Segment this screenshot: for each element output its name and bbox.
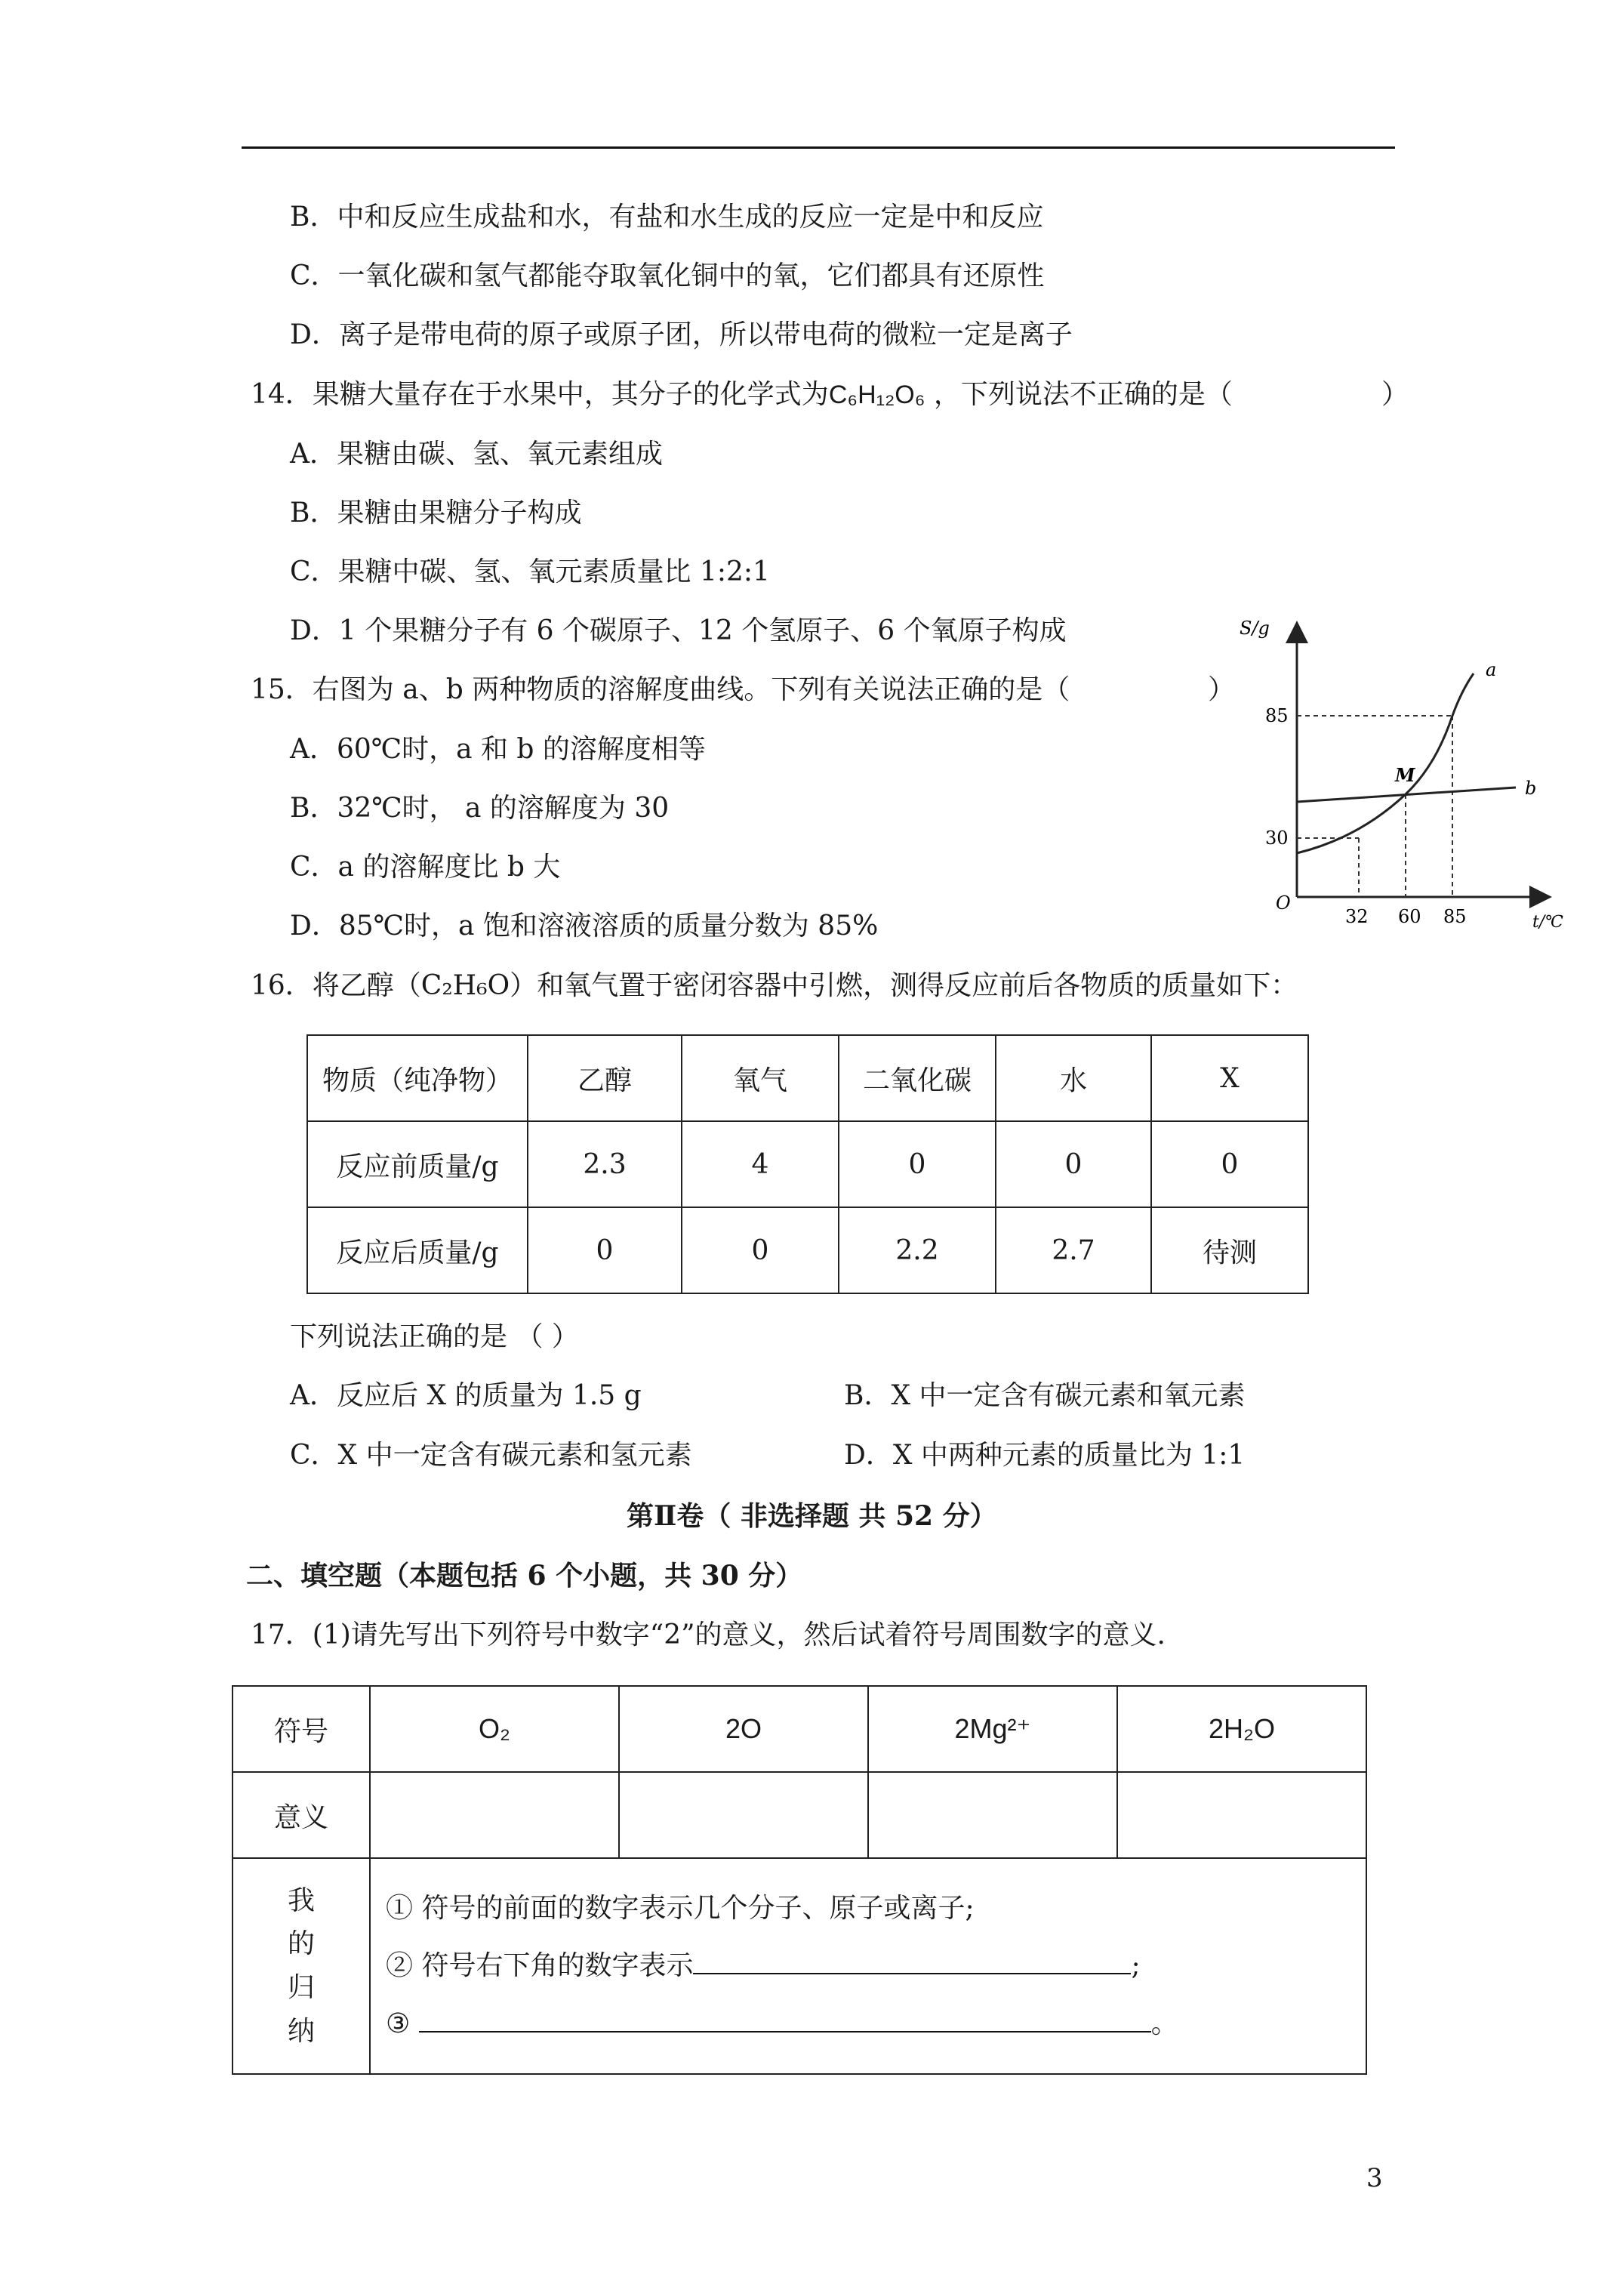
point-m-label: M xyxy=(1395,764,1415,786)
symbol-2o: 2O xyxy=(619,1686,868,1772)
summary-item-2 xyxy=(386,1947,1366,1982)
q16-prompt: 下列说法正确的是 （ ） xyxy=(290,1321,579,1352)
chart-ylabel: S/g xyxy=(1240,618,1270,639)
symbol-2mg: 2Mg²⁺ xyxy=(868,1686,1117,1772)
q15-option-d: D．85℃时，a 饱和溶液溶质的质量分数为 85% xyxy=(290,911,879,942)
q14-option-a: A．果糖由碳、氢、氧元素组成 xyxy=(290,439,663,470)
symbol-2h2o: 2H₂O xyxy=(1117,1686,1366,1772)
guide-lines xyxy=(1297,716,1452,897)
chart-origin: O xyxy=(1276,892,1291,914)
table-row xyxy=(233,1772,1366,1858)
q14-stem-tail: ，下列说法不正确的是（ xyxy=(933,379,1233,410)
summary-label xyxy=(233,1858,370,2074)
q14-answer-bracket: ） xyxy=(1381,379,1409,410)
q14-formula: C₆H₁₂O₆ xyxy=(828,381,925,409)
q17-symbol-table xyxy=(232,1685,1367,2075)
series-a-curve xyxy=(1297,673,1474,853)
summary-item-2-text: ② 符号右下角的数字表示 xyxy=(386,1950,694,1982)
q13-option-c: C．一氧化碳和氢气都能夺取氧化铜中的氧，它们都具有还原性 xyxy=(290,260,1045,291)
q14-option-d: D．1 个果糖分子有 6 个碳原子、12 个氢原子、6 个氧原子构成 xyxy=(290,615,1067,646)
q14-option-b: B．果糖由果糖分子构成 xyxy=(290,498,582,529)
table-cell: 2.2 xyxy=(839,1207,996,1293)
q16-mass-table xyxy=(306,1034,1309,1294)
table-cell: 0 xyxy=(839,1121,996,1207)
table-cell: 反应后质量/g xyxy=(307,1207,528,1293)
table-row xyxy=(307,1207,1308,1293)
q15-option-b: B．32℃时， a 的溶解度为 30 xyxy=(290,793,670,824)
table-cell: 0 xyxy=(996,1121,1151,1207)
summary-item-3-end: 。 xyxy=(1150,2008,1178,2039)
summary-item-1: ① 符号的前面的数字表示几个分子、原子或离子; xyxy=(386,1893,975,1925)
meaning-cell-2h2o[interactable] xyxy=(1117,1772,1366,1858)
solubility-chart xyxy=(1230,604,1578,959)
q15-option-c: C．a 的溶解度比 b 大 xyxy=(290,852,561,883)
meaning-cell-2mg[interactable] xyxy=(868,1772,1117,1858)
meaning-label: 意义 xyxy=(233,1772,370,1858)
q15-option-a: A．60℃时，a 和 b 的溶解度相等 xyxy=(290,734,706,765)
table-cell: 2.7 xyxy=(996,1207,1151,1293)
chart-xlabel: t/℃ xyxy=(1532,913,1563,932)
q17-stem: 17．(1)请先写出下列符号中数字“2”的意义，然后试着符号周围数字的意义. xyxy=(251,1620,1166,1650)
table-cell: 氧气 xyxy=(682,1035,839,1121)
summary-item-3-text: ③ xyxy=(386,2008,419,2039)
table-cell: 0 xyxy=(528,1207,682,1293)
y-tick-85: 85 xyxy=(1265,705,1289,726)
q13-option-b: B．中和反应生成盐和水，有盐和水生成的反应一定是中和反应 xyxy=(290,202,1044,233)
summary-blank-3[interactable] xyxy=(419,2005,1151,2032)
summary-label-text: 我的归纳 xyxy=(287,1885,315,2047)
summary-item-3 xyxy=(386,2005,1366,2040)
y-tick-30: 30 xyxy=(1265,827,1289,849)
table-cell: 反应前质量/g xyxy=(307,1121,528,1207)
page-number: 3 xyxy=(1366,2163,1383,2193)
q15-stem: 15．右图为 a、b 两种物质的溶解度曲线。下列有关说法正确的是（ xyxy=(251,674,1070,705)
table-cell: 水 xyxy=(996,1035,1151,1121)
q16-option-a: A．反应后 X 的质量为 1.5 g xyxy=(290,1380,642,1411)
series-a-label: a xyxy=(1486,659,1497,680)
table-cell: 待测 xyxy=(1151,1207,1308,1293)
q14-stem xyxy=(251,381,1233,408)
q13-option-d: D．离子是带电荷的原子或原子团，所以带电荷的微粒一定是离子 xyxy=(290,319,1073,350)
section2-heading: 二、填空题（本题包括 6 个小题，共 30 分） xyxy=(246,1560,803,1592)
q16-option-d: D．X 中两种元素的质量比为 1:1 xyxy=(844,1440,1246,1471)
table-cell: X xyxy=(1151,1035,1308,1121)
table-cell: 物质（纯净物） xyxy=(307,1035,528,1121)
q14-stem-text: 14．果糖大量存在于水果中，其分子的化学式为 xyxy=(251,379,829,410)
table-row xyxy=(233,1686,1366,1772)
q16-option-b: B．X 中一定含有碳元素和氧元素 xyxy=(844,1380,1246,1411)
table-cell: 2.3 xyxy=(528,1121,682,1207)
table-cell: 4 xyxy=(682,1121,839,1207)
table-cell: 0 xyxy=(1151,1121,1308,1207)
x-tick-60: 60 xyxy=(1398,906,1421,927)
x-tick-85: 85 xyxy=(1443,906,1467,927)
symbol-o2: O₂ xyxy=(370,1686,619,1772)
table-row xyxy=(307,1035,1308,1121)
table-row xyxy=(307,1121,1308,1207)
table-cell: 0 xyxy=(682,1207,839,1293)
series-b-line xyxy=(1297,787,1516,802)
table-cell: 二氧化碳 xyxy=(839,1035,996,1121)
header-rule xyxy=(242,146,1395,149)
q14-option-c: C．果糖中碳、氢、氧元素质量比 1:2:1 xyxy=(290,556,770,587)
table-cell: 乙醇 xyxy=(528,1035,682,1121)
meaning-cell-o2[interactable] xyxy=(370,1772,619,1858)
meaning-cell-2o[interactable] xyxy=(619,1772,868,1858)
symbol-label: 符号 xyxy=(233,1686,370,1772)
table-row xyxy=(233,1858,1366,2074)
q15-answer-bracket: ） xyxy=(1208,674,1236,705)
series-b-label: b xyxy=(1525,778,1537,799)
summary-cell xyxy=(370,1858,1366,2074)
q16-stem: 16．将乙醇（C₂H₆O）和氧气置于密闭容器中引燃，测得反应前后各物质的质量如下： xyxy=(251,970,1298,1001)
q16-option-c: C．X 中一定含有碳元素和氢元素 xyxy=(290,1440,692,1471)
summary-item-2-end: ; xyxy=(1131,1950,1141,1982)
summary-blank-2[interactable] xyxy=(693,1947,1131,1974)
x-tick-32: 32 xyxy=(1345,906,1369,927)
part2-heading: 第Ⅱ卷（ 非选择题 共 52 分） xyxy=(627,1500,997,1532)
